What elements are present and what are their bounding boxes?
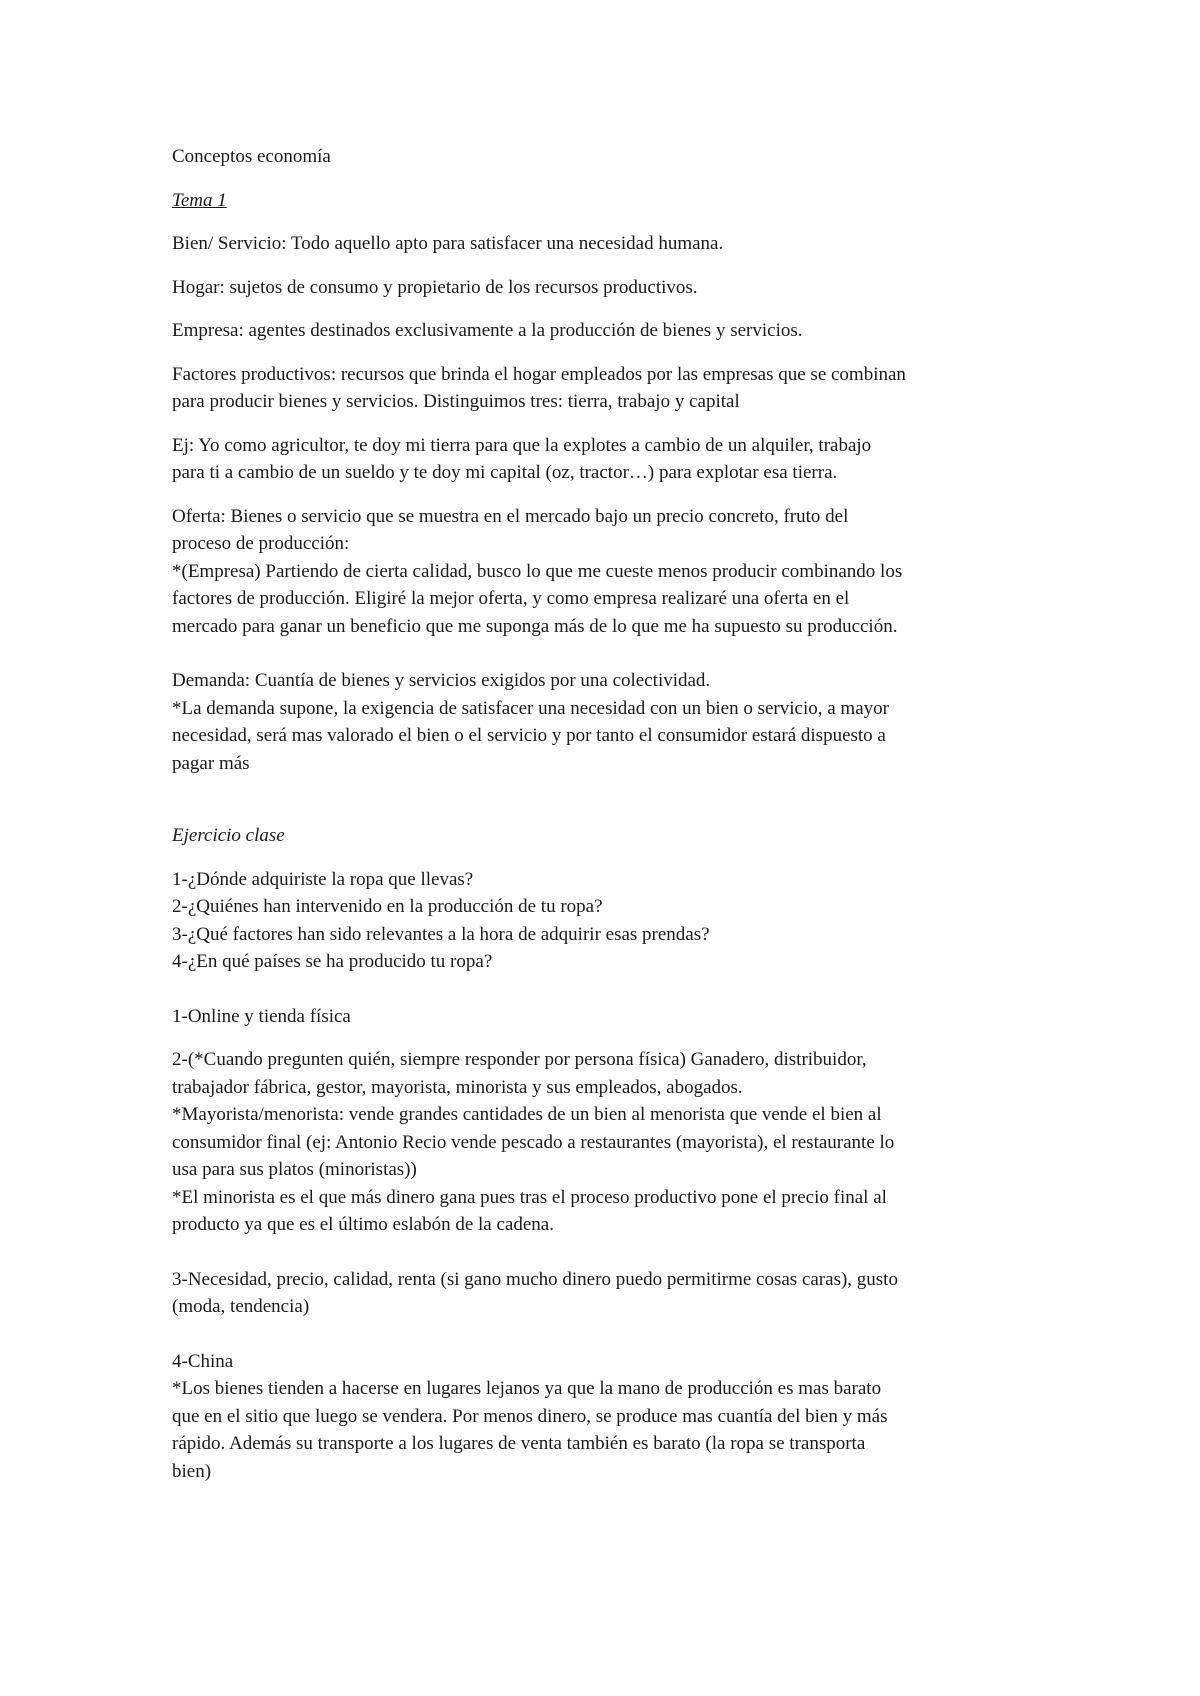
- question-4: 4-¿En qué países se ha producido tu ropa?: [172, 951, 493, 972]
- answer-3-line: 3-Necesidad, precio, calidad, renta (si gano mucho dinero puedo permitirme cosas caras), gusto: [172, 1268, 898, 1290]
- answer-1: 1-Online y tienda física: [172, 1005, 351, 1027]
- definition-oferta-line: *(Empresa) Partiendo de cierta calidad, busco lo que me cueste menos producir combinando los: [172, 560, 903, 582]
- definition-demanda-line: Demanda: Cuantía de bienes y servicios exigidos por una colectividad.: [172, 670, 711, 691]
- definition-demanda-line: pagar más: [172, 752, 250, 774]
- document-title: Conceptos economía: [172, 146, 331, 167]
- document-body: [172, 143, 1052, 1485]
- definition-demanda-line: necesidad, será mas valorado el bien o el servicio y por tanto el consumidor estará dispuesto a: [172, 725, 886, 746]
- answer-4-line: 4-China: [172, 1350, 234, 1372]
- question-2: 2-¿Quiénes han intervenido en la producción de tu ropa?: [172, 896, 603, 917]
- answer-4-line: bien): [172, 1460, 212, 1482]
- answer-2-line: *El minorista es el que más dinero gana pues tras el proceso productivo pone el precio final al: [172, 1186, 887, 1208]
- answer-2-line: producto ya que es el último eslabón de la cadena.: [172, 1214, 554, 1235]
- answer-4-line: que en el sitio que luego se vendera. Por menos dinero, se produce mas cuantía del bien y más: [172, 1405, 888, 1427]
- definition-hogar: Hogar: sujetos de consumo y propietario de los recursos productivos.: [172, 276, 698, 298]
- answer-2-line: consumidor final (ej: Antonio Recio vende pescado a restaurantes (mayorista), el restaurante lo: [172, 1131, 895, 1153]
- answer-2-line: usa para sus platos (minoristas)): [172, 1159, 417, 1180]
- example-line: Ej: Yo como agricultor, te doy mi tierra para que la explotes a cambio de un alquiler, trabajo: [172, 434, 872, 456]
- definition-bien: Bien/ Servicio: Todo aquello apto para satisfacer una necesidad humana.: [172, 233, 724, 254]
- answer-2-line: 2-(*Cuando pregunten quién, siempre responder por persona física) Ganadero, distribuidor,: [172, 1049, 867, 1070]
- answer-2-line: *Mayorista/menorista: vende grandes cantidades de un bien al menorista que vende el bien al: [172, 1104, 882, 1125]
- answer-3-line: (moda, tendencia): [172, 1296, 310, 1317]
- definition-oferta-line: Oferta: Bienes o servicio que se muestra en el mercado bajo un precio concreto, fruto del: [172, 505, 849, 527]
- answer-4-line: rápido. Además su transporte a los lugares de venta también es barato (la ropa se transporta: [172, 1433, 866, 1454]
- question-1: 1-¿Dónde adquiriste la ropa que llevas?: [172, 868, 474, 890]
- definition-oferta-line: mercado para ganar un beneficio que me suponga más de lo que me ha supuesto su producción.: [172, 615, 898, 637]
- definition-factores-line: para producir bienes y servicios. Distinguimos tres: tierra, trabajo y capital: [172, 391, 740, 412]
- definition-demanda-line: *La demanda supone, la exigencia de satisfacer una necesidad con un bien o servicio, a mayor: [172, 697, 889, 719]
- definition-oferta-line: proceso de producción:: [172, 533, 350, 554]
- section-heading: Tema 1: [172, 189, 227, 211]
- exercise-heading: Ejercicio clase: [172, 825, 285, 846]
- definition-oferta-line: factores de producción. Eligiré la mejor oferta, y como empresa realizaré una oferta en el: [172, 588, 850, 609]
- question-3: 3-¿Qué factores han sido relevantes a la hora de adquirir esas prendas?: [172, 923, 710, 945]
- definition-empresa: Empresa: agentes destinados exclusivamente a la producción de bienes y servicios.: [172, 320, 803, 341]
- definition-factores-line: Factores productivos: recursos que brinda el hogar empleados por las empresas que se combinan: [172, 363, 906, 385]
- answer-4-line: *Los bienes tienden a hacerse en lugares lejanos ya que la mano de producción es mas barato: [172, 1378, 882, 1399]
- answer-2-line: trabajador fábrica, gestor, mayorista, minorista y sus empleados, abogados.: [172, 1076, 743, 1098]
- example-line: para ti a cambio de un sueldo y te doy mi capital (oz, tractor…) para explotar esa tierra.: [172, 462, 838, 483]
